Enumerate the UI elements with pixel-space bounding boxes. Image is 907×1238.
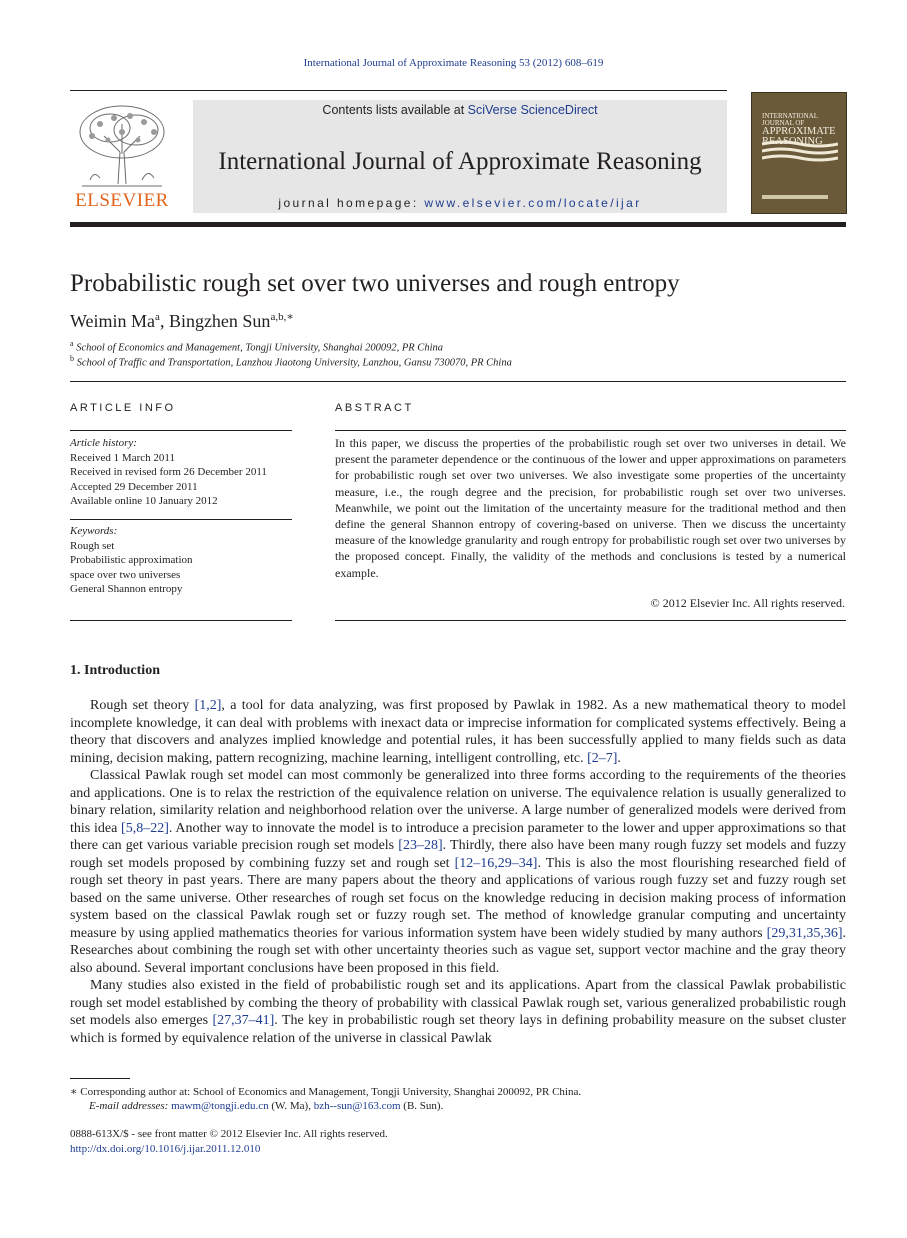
- elsevier-tree-icon: [70, 102, 174, 190]
- masthead-top-rule: [70, 90, 727, 91]
- copyright-notice: © 2012 Elsevier Inc. All rights reserved.: [650, 596, 845, 610]
- affiliation-mark: a: [70, 339, 74, 348]
- section-heading-introduction: 1. Introduction: [70, 663, 160, 678]
- article-info-bottom-rule: [70, 620, 292, 621]
- affiliation-text: School of Traffic and Transportation, Lanzhou Jiaotong University, Lanzhou, Gansu 730070, PR China: [76, 357, 512, 369]
- keyword: General Shannon entropy: [70, 583, 183, 595]
- paragraph: [70, 697, 846, 767]
- cover-wave-graphic: [762, 140, 838, 162]
- history-entry: Received 1 March 2011: [70, 451, 175, 464]
- citation-link[interactable]: [2–7]: [587, 750, 618, 766]
- author-affiliation-mark[interactable]: a,b,∗: [270, 311, 294, 323]
- email-link[interactable]: mawm@tongji.edu.cn: [171, 1100, 269, 1112]
- email-label: E-mail addresses:: [89, 1100, 172, 1112]
- article-info-label: ARTICLE INFO: [70, 402, 176, 414]
- text-run: . This is also the most flourishing researched field of rough set theory in past years. There are many papers about the theory and applications of various rough fuzzy set and fuzzy rough set based on the same universe. Other researches of rough set focus on the knowledge reducing in decision making process of information system based on the classical Pawlak rough set or fuzzy rough set. The method of knowledge granular computing and uncertainty measure by using applied mathematics theories for various information system have been widely studied by many authors: [70, 855, 846, 941]
- homepage-prefix: journal homepage:: [278, 196, 425, 210]
- author-name: Weimin Ma: [70, 311, 156, 331]
- contents-prefix: Contents lists available at: [322, 103, 468, 117]
- author-affiliation-mark: a: [155, 311, 160, 323]
- paragraph: [70, 977, 846, 1047]
- history-entry: Accepted 29 December 2011: [70, 480, 198, 493]
- text-run: Rough set theory: [90, 698, 195, 713]
- text-run: . Thirdly, there also have been many rough fuzzy set models and fuzzy rough set models proposed by combining fuzzy set and rough set: [70, 838, 847, 871]
- text-run: . Researches about combining the rough set with other uncertainty theories such as vague set, support vector machine and the gray theory also abound. Several important conclusions have been proposed in this field.: [70, 925, 846, 976]
- abstract-bottom-rule: [335, 620, 846, 621]
- abstract-label: ABSTRACT: [335, 402, 414, 414]
- article-title: Probabilistic rough set over two universes and rough entropy: [70, 270, 680, 297]
- journal-title: International Journal of Approximate Reasoning: [218, 148, 702, 175]
- history-entry: Received in revised form 26 December 2011: [70, 466, 267, 478]
- text-run: .: [617, 750, 621, 766]
- author-name: Bingzhen Sun: [168, 311, 271, 331]
- keywords-rule: [70, 519, 292, 520]
- citation-link[interactable]: [5,8–22]: [121, 820, 169, 836]
- email-link[interactable]: bzh--sun@163.com: [313, 1100, 401, 1112]
- journal-masthead: [70, 90, 846, 218]
- text-run: Many studies also existed in the field of probabilistic rough set and its applications. Apart from the classical Pawlak probabilistic rough set model established by combing the theory of probability with classical Pawlak rough set, various generalized probabilistic rough set models also emerges: [70, 978, 846, 1028]
- author-list: [70, 310, 294, 332]
- doi-link[interactable]: http://dx.doi.org/10.1016/j.ijar.2011.12.010: [70, 1143, 261, 1155]
- affiliation-b: [70, 354, 512, 369]
- cover-footer-bar: [762, 195, 828, 199]
- citation-link[interactable]: [29,31,35,36]: [766, 925, 843, 941]
- contents-line: [193, 103, 727, 117]
- masthead-bottom-rule: [70, 222, 846, 227]
- homepage-line: [193, 196, 727, 210]
- history-heading: Article history:: [70, 437, 137, 449]
- text-run: , a tool for data analyzing, was first proposed by Pawlak in 1982. As a new mathematical theory to model incomplete knowledge, it can deal with problems with inexact data or imprecise information for complicated systems effectively. Being a theory that discovers and analyzes implied knowledge and potential rules, it has been successfully applied to many fields such as data mining, decision making, pattern recognizing, machine learning, intelligent controlling, etc.: [70, 698, 847, 766]
- citation-link[interactable]: [12–16,29–34]: [454, 855, 538, 871]
- paragraph: [70, 767, 846, 977]
- introduction-body: [70, 697, 846, 1047]
- keyword: Rough set: [70, 539, 115, 552]
- affiliation-a: [70, 339, 443, 354]
- issn-line: 0888-613X/$ - see front matter © 2012 Elsevier Inc. All rights reserved.: [70, 1128, 388, 1140]
- citation-link[interactable]: [23–28]: [398, 838, 443, 853]
- email-note: [89, 1100, 443, 1112]
- keywords-block: [70, 524, 292, 597]
- sciencedirect-link[interactable]: SciVerse ScienceDirect: [467, 103, 598, 117]
- affiliation-mark: b: [70, 354, 74, 363]
- email-owner: (B. Sun).: [400, 1100, 444, 1112]
- cover-title-small: INTERNATIONAL JOURNAL OF: [762, 112, 818, 127]
- header-divider: [70, 381, 846, 382]
- text-run: Classical Pawlak rough set model can most commonly be generalized into three forms according to the requirements of the theories and applications. One is to relax the restriction of the equivalence relation on universe. The equivalence relation is usually generalized to binary relation, similarity relation and neighborhood relation over the universe. A large number of generalized models were derived from this idea: [70, 768, 846, 836]
- history-entry: Available online 10 January 2012: [70, 495, 218, 507]
- article-info-rule: [70, 430, 292, 431]
- text-run: . Another way to innovate the model is to introduce a precision parameter to the lower and upper approximations so that there can get various variable precision rough set models: [70, 820, 846, 853]
- elsevier-wordmark: ELSEVIER: [75, 190, 169, 211]
- abstract-rule: [335, 430, 846, 431]
- keyword: Probabilistic approximation: [70, 554, 193, 566]
- homepage-link[interactable]: www.elsevier.com/locate/ijar: [424, 196, 642, 210]
- citation-link[interactable]: [1,2]: [194, 698, 222, 713]
- footnote-rule: [70, 1078, 130, 1079]
- author-separator: ,: [159, 311, 169, 331]
- citation-link[interactable]: [27,37–41]: [212, 1013, 275, 1028]
- masthead-banner: [193, 100, 727, 213]
- keyword: space over two universes: [70, 568, 181, 581]
- cover-title-big: APPROXIMATE REASONING: [762, 126, 836, 147]
- email-owner: (W. Ma),: [268, 1100, 314, 1112]
- journal-cover-thumbnail[interactable]: [751, 92, 847, 214]
- keywords-heading: Keywords:: [70, 525, 118, 537]
- affiliation-text: School of Economics and Management, Tongji University, Shanghai 200092, PR China: [76, 342, 443, 354]
- article-history: [70, 436, 292, 509]
- text-run: . The key in probabilistic rough set theory lays in defining probability measure on the subset cluster which is formed by equivalence relation of the universe in classical Pawlak: [70, 1013, 846, 1046]
- abstract-text: In this paper, we discuss the properties of the probabilistic rough set over two universes in detail. We present the parameter dependence or the continuous of the lower and upper approximations on parameters for probabilistic rough set over two universes. We also investigate some properties of the uncertainty measure, i.e., the rough degree and the precision, for probabilistic rough set over two universes. Meanwhile, we point out the limitation of the uncertainty measure for the traditional method and then define the general Shannon entropy of covering-based on universe. Then we discuss the uncertainty measure of the knowledge granularity and rough entropy for probabilistic rough set over two universes by the proposed concept. Finally, the validity of the methods and conclusions is tested by a numerical example.: [335, 436, 846, 580]
- running-head[interactable]: International Journal of Approximate Reasoning 53 (2012) 608–619: [303, 57, 604, 69]
- elsevier-logo[interactable]: [70, 102, 174, 212]
- corresponding-author-note: ∗ Corresponding author at: School of Economics and Management, Tongji University, Shanghai 200092, PR China.: [70, 1086, 582, 1098]
